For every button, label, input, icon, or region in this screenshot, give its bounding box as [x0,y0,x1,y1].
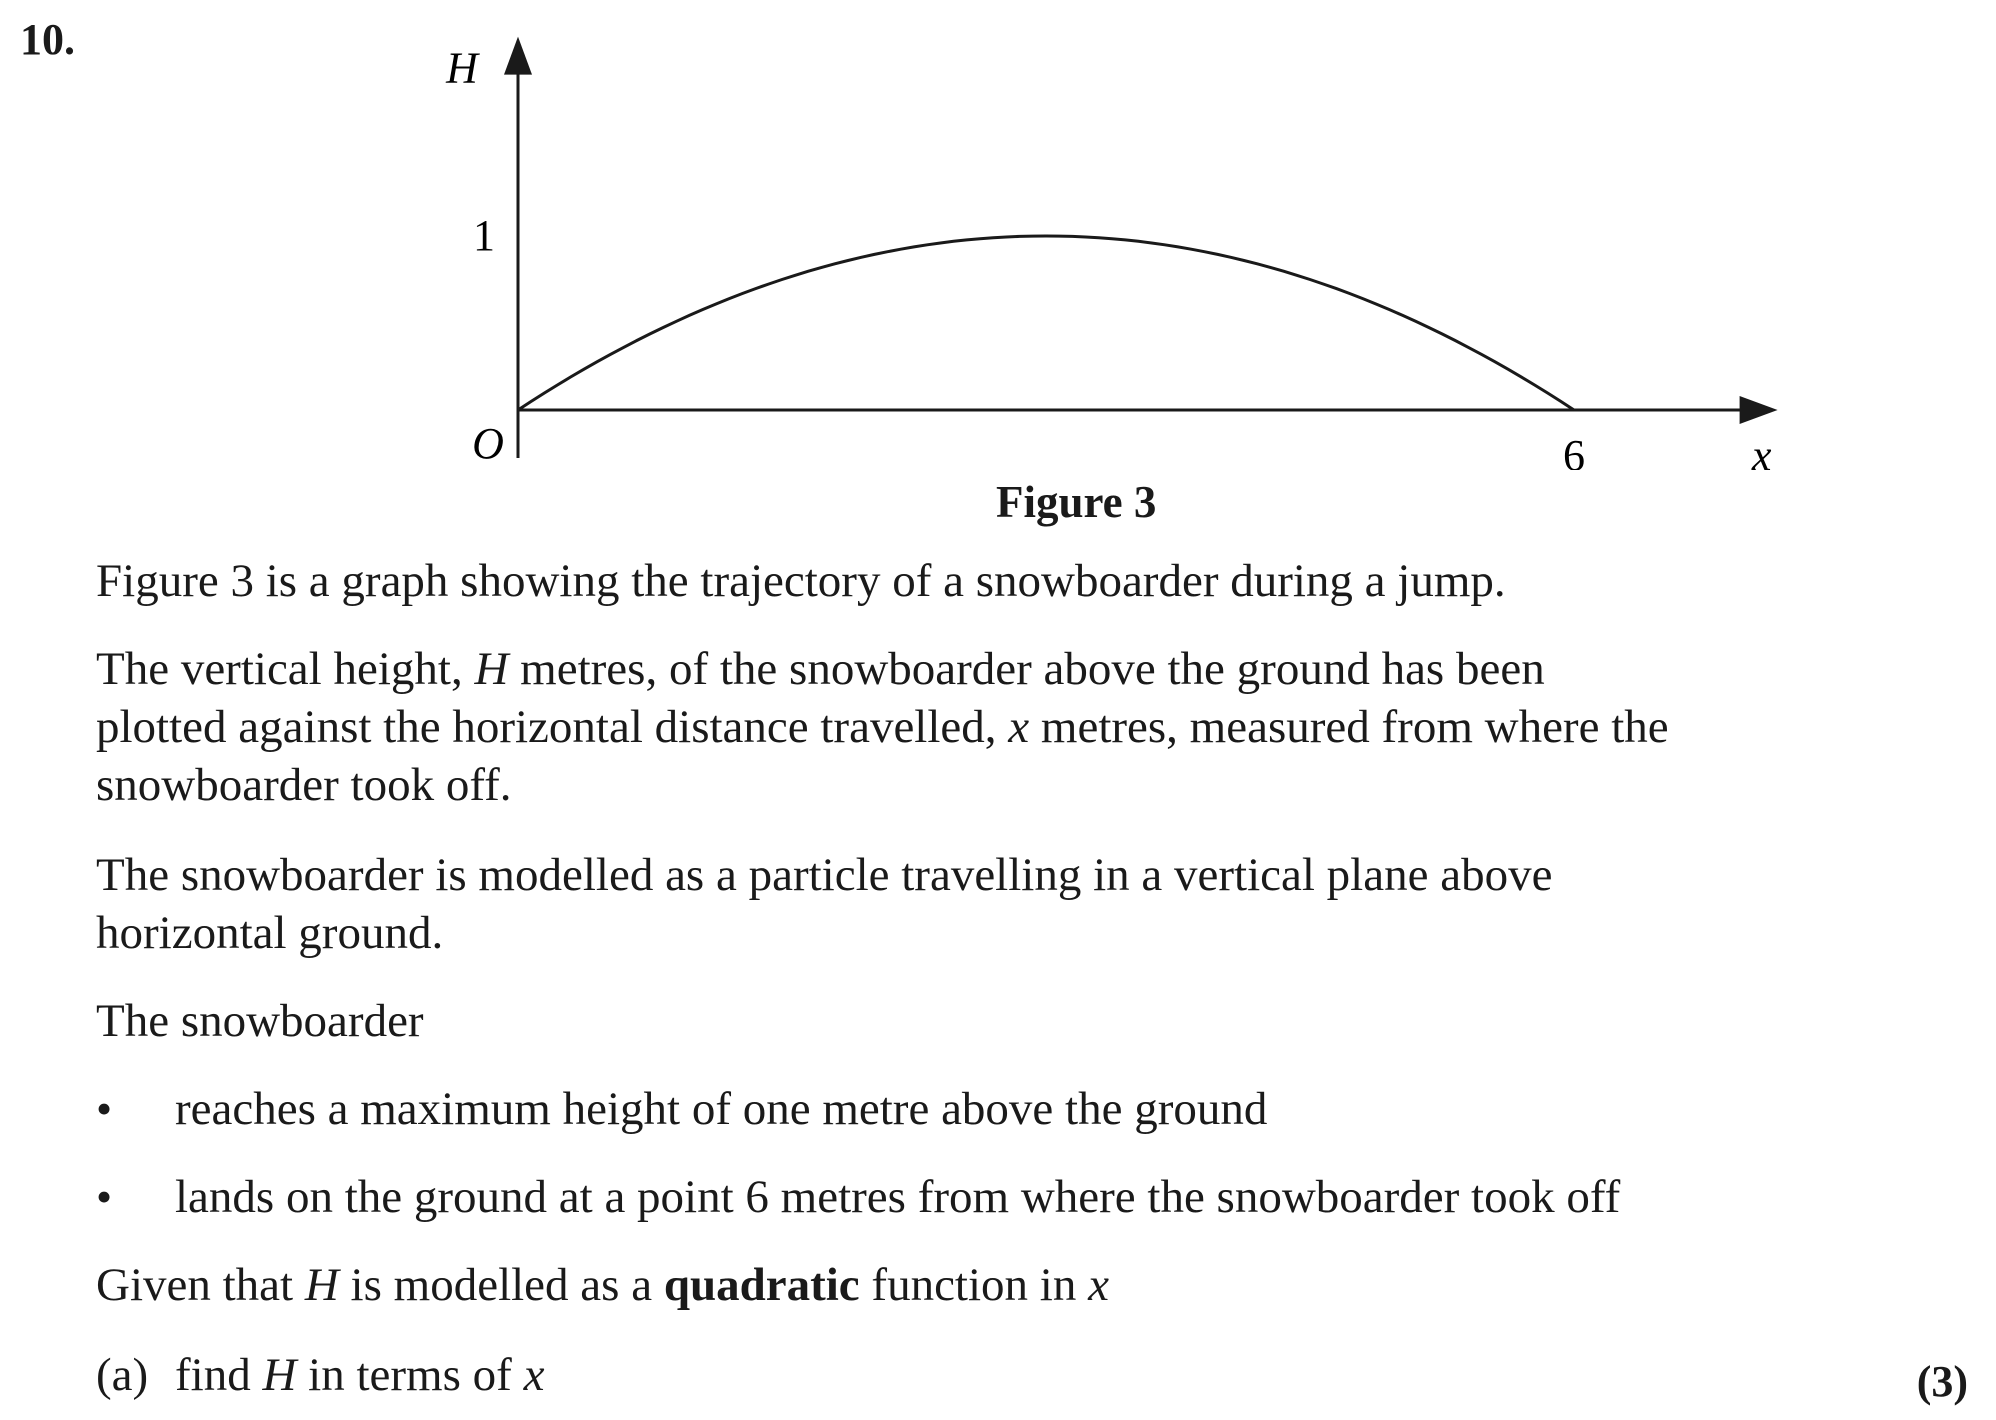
part-a-question: find H in terms of x [175,1349,545,1401]
question-number: 10. [20,15,75,64]
y-axis-arrow [504,37,532,75]
figure-caption: Figure 3 [996,477,1157,527]
bullet-landing: lands on the ground at a point 6 metres from where the snowboarder took off [175,1171,1621,1223]
origin-label: O [472,419,504,468]
paragraph-given: Given that H is modelled as a quadratic function in x [96,1259,1109,1311]
paragraph-snowboarder: The snowboarder [96,995,424,1047]
paragraph-intro: Figure 3 is a graph showing the trajectory of a snowboarder during a jump. [96,555,1506,607]
x-tick-label: 6 [1563,431,1585,470]
bullet-marker: • [96,1083,113,1134]
x-axis-label: x [1751,431,1772,470]
x-axis-arrow [1740,396,1778,424]
bullet-max-height: reaches a maximum height of one metre above the ground [175,1083,1268,1135]
marks-indicator: (3) [1916,1357,1968,1406]
paragraph-height-line1: The vertical height, H metres, of the snowboarder above the ground has been [96,643,1545,695]
paragraph-height-line2: plotted against the horizontal distance travelled, x metres, measured from where the [96,701,1669,753]
y-axis-label: H [446,43,478,93]
paragraph-model-line1: The snowboarder is modelled as a particle travelling in a vertical plane above [96,849,1553,901]
y-tick-label: 1 [473,211,495,260]
trajectory-curve [518,236,1574,410]
trajectory-graph [0,0,1996,470]
part-a-label: (a) [96,1349,149,1401]
paragraph-model-line2: horizontal ground. [96,907,444,959]
paragraph-height-line3: snowboarder took off. [96,759,512,811]
bullet-marker: • [96,1171,113,1222]
